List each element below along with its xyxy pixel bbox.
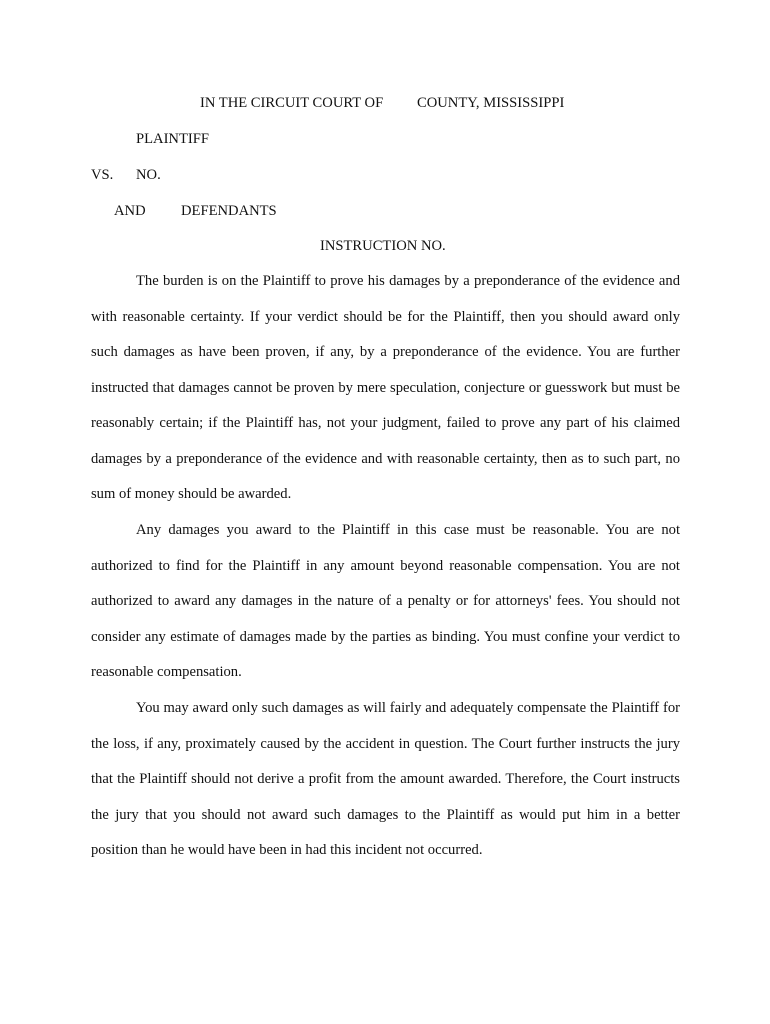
- instruction-heading: INSTRUCTION NO.: [320, 238, 446, 254]
- paragraph-reasonable-damages: Any damages you award to the Plaintiff in this case must be reasonable. You are not authorized to find for the Plaintiff in any amount beyond reasonable compensation. You are not authorized to award any damages in the nature of a penalty or for attorneys' fees. You should not consider any estimate of damages made by the parties as binding. You must confine your verdict to reasonable compensation.: [91, 522, 680, 680]
- paragraph-fair-compensation: You may award only such damages as will fairly and adequately compensate the Plaintiff for the loss, if any, proximately caused by the accident in question. The Court further instructs the jury that the Plaintiff should not derive a profit from the amount awarded. Therefore, the Court instructs the jury that you should not award such damages to the Plaintiff as would put him in a better position than he would have been in had this incident not occurred.: [91, 700, 680, 858]
- court-heading-left: IN THE CIRCUIT COURT OF: [200, 95, 384, 111]
- and-label: AND: [114, 203, 146, 219]
- case-number-label: NO.: [136, 167, 161, 183]
- versus-label: VS.: [91, 167, 114, 183]
- defendants-label: DEFENDANTS: [181, 203, 277, 219]
- plaintiff-label: PLAINTIFF: [136, 131, 209, 147]
- paragraph-burden-of-proof: The burden is on the Plaintiff to prove his damages by a preponderance of the evidence and with reasonable certainty. If your verdict should be for the Plaintiff, then you should award only such damages as have been proven, if any, by a preponderance of the evidence. You are further instructed that damages cannot be proven by mere speculation, conjecture or guesswork but must be reasonably certain; if the Plaintiff has, not your judgment, failed to prove any part of his claimed damages by a preponderance of the evidence and with reasonable certainty, then as to such part, no sum of money should be awarded.: [91, 273, 680, 502]
- court-heading-right: COUNTY, MISSISSIPPI: [417, 95, 565, 111]
